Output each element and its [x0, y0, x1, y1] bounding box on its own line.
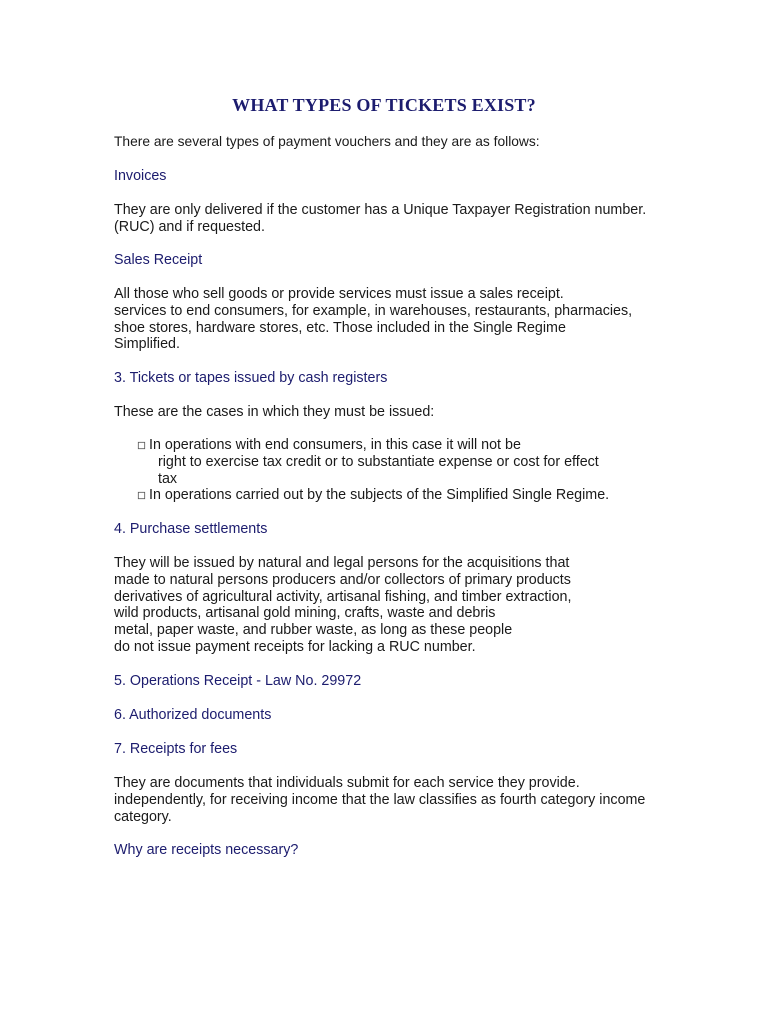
text-line: shoe stores, hardware stores, etc. Those included in the Single Regime: [114, 319, 566, 336]
intro-paragraph: There are several types of payment vouchers and they are as follows:: [114, 134, 540, 149]
heading-authorized-documents: 6. Authorized documents: [114, 707, 272, 723]
paragraph-purchase-settlements: [114, 555, 694, 656]
text-line: derivatives of agricultural activity, artisanal fishing, and timber extraction,: [114, 588, 572, 605]
text-line: These are the cases in which they must be issued:: [114, 404, 435, 420]
bullet-text: In operations with end consumers, in this case it will not be: [149, 437, 521, 453]
text-line: Simplified.: [114, 336, 180, 353]
text-line: They will be issued by natural and legal persons for the acquisitions that: [114, 555, 570, 571]
text-line: All those who sell goods or provide services must issue a sales receipt.: [114, 286, 564, 302]
text-line: category.: [114, 808, 172, 825]
heading-invoices: Invoices: [114, 168, 167, 184]
text-line: (RUC) and if requested.: [114, 218, 265, 235]
text-line: They are documents that individuals submit for each service they provide.: [114, 775, 580, 791]
paragraph-tickets-cash-registers: [114, 404, 694, 421]
bullet-list: [114, 437, 694, 504]
bullet-item: [114, 437, 694, 454]
checkbox-bullet-icon: [138, 492, 145, 499]
heading-operations-receipt: 5. Operations Receipt - Law No. 29972: [114, 673, 362, 689]
heading-tickets-cash-registers: 3. Tickets or tapes issued by cash registers: [114, 370, 388, 386]
heading-receipts-for-fees: 7. Receipts for fees: [114, 741, 238, 757]
paragraph-invoices: [114, 202, 694, 236]
bullet-continuation: right to exercise tax credit or to substantiate expense or cost for effect: [158, 453, 599, 470]
bullet-item: [114, 487, 694, 504]
text-line: services to end consumers, for example, in warehouses, restaurants, pharmacies,: [114, 302, 633, 319]
paragraph-sales-receipt: [114, 286, 694, 353]
text-line: They are only delivered if the customer has a Unique Taxpayer Registration number.: [114, 202, 647, 218]
heading-sales-receipt: Sales Receipt: [114, 252, 203, 268]
text-line: independently, for receiving income that the law classifies as fourth category income: [114, 791, 646, 808]
bullet-continuation: tax: [158, 470, 178, 487]
text-line: metal, paper waste, and rubber waste, as long as these people: [114, 622, 513, 639]
checkbox-bullet-icon: [138, 442, 145, 449]
text-line: do not issue payment receipts for lacking a RUC number.: [114, 638, 476, 655]
bullet-text: In operations carried out by the subjects of the Simplified Single Regime.: [149, 487, 610, 504]
text-line: made to natural persons producers and/or collectors of primary products: [114, 571, 571, 588]
page-title: WHAT TYPES OF TICKETS EXIST?: [232, 95, 536, 115]
heading-purchase-settlements: 4. Purchase settlements: [114, 521, 268, 537]
heading-why-receipts-necessary: Why are receipts necessary?: [114, 842, 299, 858]
text-line: wild products, artisanal gold mining, crafts, waste and debris: [114, 605, 496, 622]
paragraph-receipts-for-fees: [114, 775, 694, 825]
